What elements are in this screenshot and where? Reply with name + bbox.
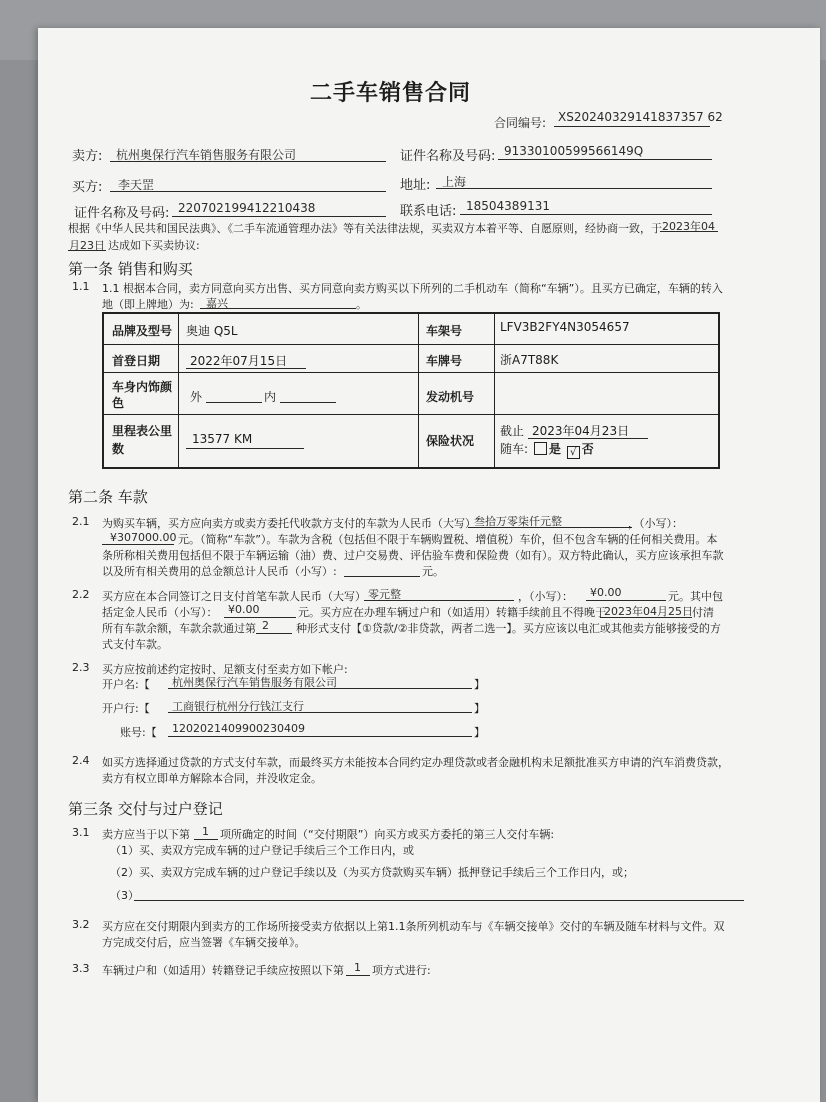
p22-lower: ¥0.00 [590,586,622,599]
buyer-label: 买方: [72,180,103,195]
p21-line1b: ，（小写）： [628,517,683,530]
plate-label: 车牌号 [426,354,463,368]
buyer-value: 李天罡 [118,178,155,192]
insurance-date: 2023年04月23日 [532,424,630,438]
page-title: 二手车销售合同 [310,81,472,106]
account-name-close: 】 [474,678,485,691]
p24-line1: 如买方选择通过贷款的方式支付车款，而最终买方未能按本合同约定办理贷款或者金融机构未足额批准买方申请的汽车消费贷款， [102,756,729,769]
p11-line1: 1.1 根据本合同，卖方同意向买方出售、买方同意向卖方购买以下所列的二手机动车（简称“车辆”）。且买方已确定，车辆的转入 [102,282,723,295]
insurance-label: 保险状况 [426,434,475,448]
p22-option: 2 [262,619,269,632]
p22-line3b: 种形式支付【①贷款/②非贷款，两者二选一】。买方应该以电汇或其他卖方能够接受的方 [296,622,721,635]
buyer-addr-label: 地址: [400,178,431,193]
seller-id-label: 证件名称及号码: [400,149,496,164]
insurance-with-car [500,440,594,459]
buyer-phone-value: 18504389131 [466,199,550,213]
color-in-label: 内 [264,390,277,404]
vehicle-table [102,312,720,469]
p22-line1a: 买方应在本合同签订之日支付首笔车款人民币（大写） [102,590,366,603]
p31-line1a: 卖方应当于以下第 [102,828,190,841]
buyer-phone-label: 联系电话: [400,204,457,219]
p24-line2: 卖方有权立即单方解除本合同，并没收定金。 [102,772,322,785]
mileage-label-b: 数 [112,442,125,456]
p11-line2: 地（即上牌地）为: [102,298,194,311]
account-name-value: 杭州奥保行汽车销售服务有限公司 [172,676,337,689]
p11-end: 。 [356,298,367,311]
buyer-id-label: 证件名称及号码: [74,206,170,221]
p22-line2b: 元。买方应在办理车辆过户和（如适用）转籍手续前且不得晚于 [298,606,606,619]
brand-label: 品牌及型号 [112,324,173,338]
p23-num: 2.3 [72,661,90,674]
account-bank-label: 开户行:【 [102,702,150,715]
p22-line1c: 元。其中包 [668,590,723,603]
reg-date-label: 首登日期 [112,354,161,368]
color-label-b: 色 [112,396,125,410]
mileage-label-a: 里程表公里 [112,424,173,438]
brand-value: 奥迪 Q5L [186,324,238,338]
account-no-label: 账号:【 [120,726,157,739]
p31-line1b: 项所确定的时间（“交付期限”）向买方或买方委托的第三人交付车辆: [220,828,555,841]
buyer-phone-underline [460,214,712,215]
contract-no-underline [554,126,710,127]
buyer-addr-underline [436,188,712,189]
intro-date-a: 2023年04 [662,220,715,233]
p33-line1b: 项方式进行: [372,964,431,977]
p21-upper: 叁拾万零柒仟元整 [474,515,562,528]
contract-no-label: 合同编号: [494,116,547,130]
p22-line2c: 付清 [692,606,714,619]
p22-num: 2.2 [72,588,90,601]
p31-option: 1 [202,825,209,838]
reg-date-value: 2022年07月15日 [190,354,288,368]
color-out-label: 外 [190,390,203,404]
p11-place: 嘉兴 [206,297,228,310]
intro-line1: 根据《中华人民共和国民法典》、《二手车流通管理办法》等有关法律法规，买卖双方本着平等、自愿原则，经协商一致，于 [68,222,662,235]
p21-line3: 条所称相关费用包括但不限于车辆运输（油）费、过户交易费、评估验车费和保险费（如有）。双方特此确认，买方应该承担车款 [102,549,724,562]
seller-id-value: 91330100599566149Q [504,144,644,158]
p31-item1: （1）买、卖双方完成车辆的过户登记手续后三个工作日内，或 [110,844,414,857]
p23-line1: 买方应按前述约定按时、足额支付至卖方如下帐户: [102,663,348,676]
account-name-label: 开户名:【 [102,678,150,691]
intro-date-b: 月23日 [69,239,105,252]
p32-line1: 买方应在交付期限内到卖方的工作场所接受卖方依据以上第1.1条所列机动车与《车辆交接单》交付的车辆及随车材料与文件。双 [102,920,725,933]
checkbox-no-checked[interactable]: √ [567,446,580,459]
seller-label: 卖方: [72,149,103,164]
yes-label: 是 [548,442,561,456]
p31-item2: （2）买、卖双方完成车辆的过户登记手续以及（为买方贷款购买车辆）抵押登记手续后三个工作日内，或； [110,866,634,879]
intro-date-underline-a [660,231,718,232]
p22-line2a: 括定金人民币（小写）： [102,606,218,619]
account-bank-value: 工商银行杭州分行钱江支行 [172,700,304,713]
p22-date: 2023年04月25日 [604,605,693,618]
no-label: 否 [581,442,594,456]
insurance-with-label: 随车: [500,442,529,456]
buyer-id-value: 220702199412210438 [178,201,316,215]
p21-lower: ¥307000.00 [110,531,177,544]
p22-line4: 式支付车款。 [102,638,168,651]
vin-value: LFV3B2FY4N3054657 [500,320,630,334]
buyer-id-underline [172,216,386,217]
seller-value: 杭州奥保行汽车销售服务有限公司 [116,148,297,162]
p21-line4: 以及所有相关费用的总金额总计人民币（小写）: [102,565,337,578]
seller-underline [110,161,386,162]
plate-value: 浙A7T88K [500,353,559,367]
p31-num: 3.1 [72,826,90,839]
article1-heading: 第一条 销售和购买 [68,260,193,278]
article2-heading: 第二条 车款 [68,488,148,506]
p32-num: 3.2 [72,918,90,931]
account-bank-close: 】 [474,702,485,715]
p22-line3a: 所有车款余额，车款余款通过第 [102,622,256,635]
p21-num: 2.1 [72,515,90,528]
p21-line1a: 为购买车辆，买方应向卖方或卖方委托代收款方支付的车款为人民币（大写） [102,517,476,530]
p22-deposit: ¥0.00 [228,603,260,616]
p32-line2: 方完成交付后，应当签署《车辆交接单》。 [102,936,306,949]
intro-date-underline-b [68,250,106,251]
mileage-value: 13577 KM [192,432,253,446]
insurance-until-label: 截止 [500,424,525,438]
vin-label: 车架号 [426,324,463,338]
contract-no-value: XS20240329141837357 62 [558,110,723,124]
p24-num: 2.4 [72,754,90,767]
p33-option: 1 [354,961,361,974]
seller-id-underline [498,159,712,160]
p33-num: 3.3 [72,962,90,975]
p22-line1b: ，（小写）： [518,590,573,603]
p33-line1a: 车辆过户和（如适用）转籍登记手续应按照以下第 [102,964,344,977]
engine-label: 发动机号 [426,390,475,404]
p22-upper: 零元整 [368,588,401,601]
contract-page [38,28,820,1102]
account-no-value: 1202021409900230409 [172,722,305,735]
checkbox-yes[interactable] [534,442,547,455]
p31-item3: （3） [110,889,139,902]
color-label-a: 车身内饰颜 [112,380,173,394]
buyer-addr-value: 上海 [442,175,467,189]
buyer-underline [110,191,386,192]
intro-line2: 达成如下买卖协议: [108,239,200,252]
article3-heading: 第三条 交付与过户登记 [68,800,223,818]
p21-line2: 元。（简称“车款”）。车款为含税（包括但不限于车辆购置税、增值税）车价，但不包含车辆的任何相关费用。本 [178,533,718,546]
p11-place-underline [200,308,356,309]
p11-num: 1.1 [72,280,90,293]
p21-line4-end: 元。 [422,565,444,578]
account-no-close: 】 [474,726,485,739]
